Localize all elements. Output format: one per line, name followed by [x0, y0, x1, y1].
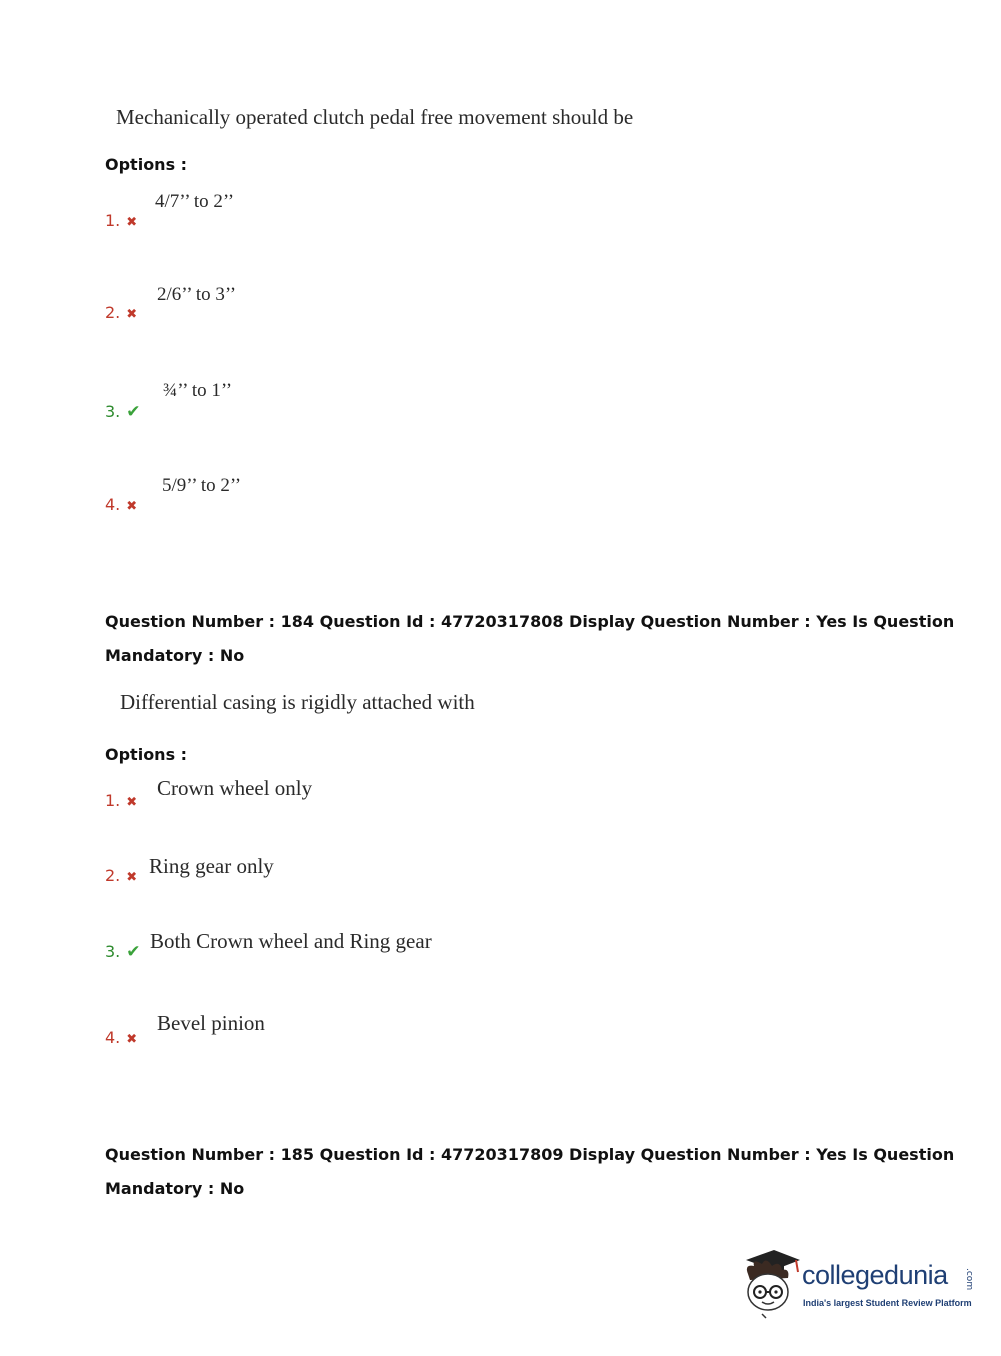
option-text: Ring gear only: [149, 854, 274, 878]
option-number: 4. ✖: [105, 495, 138, 514]
question-meta-184: [105, 605, 954, 673]
option-number: 3. ✔: [105, 402, 141, 422]
question-meta-line: Question Number : 185 Question Id : 47720317809 Display Question Number : Yes Is Question: [105, 1145, 955, 1164]
question-meta-line: Mandatory : No: [105, 646, 245, 665]
options-label: Options :: [105, 745, 188, 764]
question-183-text: Mechanically operated clutch pedal free movement should be: [116, 105, 634, 129]
option-text: Both Crown wheel and Ring gear: [150, 929, 432, 953]
check-icon: ✔: [126, 942, 141, 962]
collegedunia-logo[interactable]: [740, 1248, 974, 1320]
question-meta-line: Mandatory : No: [105, 1179, 245, 1198]
check-icon: ✔: [126, 402, 141, 422]
options-label: Options :: [105, 155, 188, 174]
mascot-icon: [740, 1248, 804, 1320]
cross-icon: ✖: [126, 499, 138, 514]
cross-icon: ✖: [126, 307, 138, 322]
option-number: 1. ✖: [105, 211, 138, 230]
logo-tagline: India's largest Student Review Platform: [803, 1298, 972, 1308]
option-text: 4/7’’ to 2’’: [155, 191, 235, 212]
cross-icon: ✖: [126, 215, 138, 230]
question-meta-185: [105, 1138, 954, 1206]
option-text: ¾’’ to 1’’: [163, 380, 233, 401]
option-text: 5/9’’ to 2’’: [162, 475, 242, 496]
option-text: Crown wheel only: [157, 776, 313, 800]
option-number: 2. ✖: [105, 303, 138, 322]
question-184-text: Differential casing is rigidly attached with: [120, 690, 475, 714]
logo-suffix: .com: [964, 1268, 974, 1291]
logo-wordmark: collegedunia: [802, 1260, 948, 1290]
cross-icon: ✖: [126, 795, 138, 810]
option-text: 2/6’’ to 3’’: [157, 284, 237, 305]
option-number: 4. ✖: [105, 1028, 138, 1047]
cross-icon: ✖: [126, 1032, 138, 1047]
option-number: 1. ✖: [105, 791, 138, 810]
option-number: 3. ✔: [105, 942, 141, 962]
option-number: 2. ✖: [105, 866, 138, 885]
cross-icon: ✖: [126, 870, 138, 885]
question-meta-line: Question Number : 184 Question Id : 47720317808 Display Question Number : Yes Is Question: [105, 612, 955, 631]
option-text: Bevel pinion: [157, 1011, 265, 1035]
